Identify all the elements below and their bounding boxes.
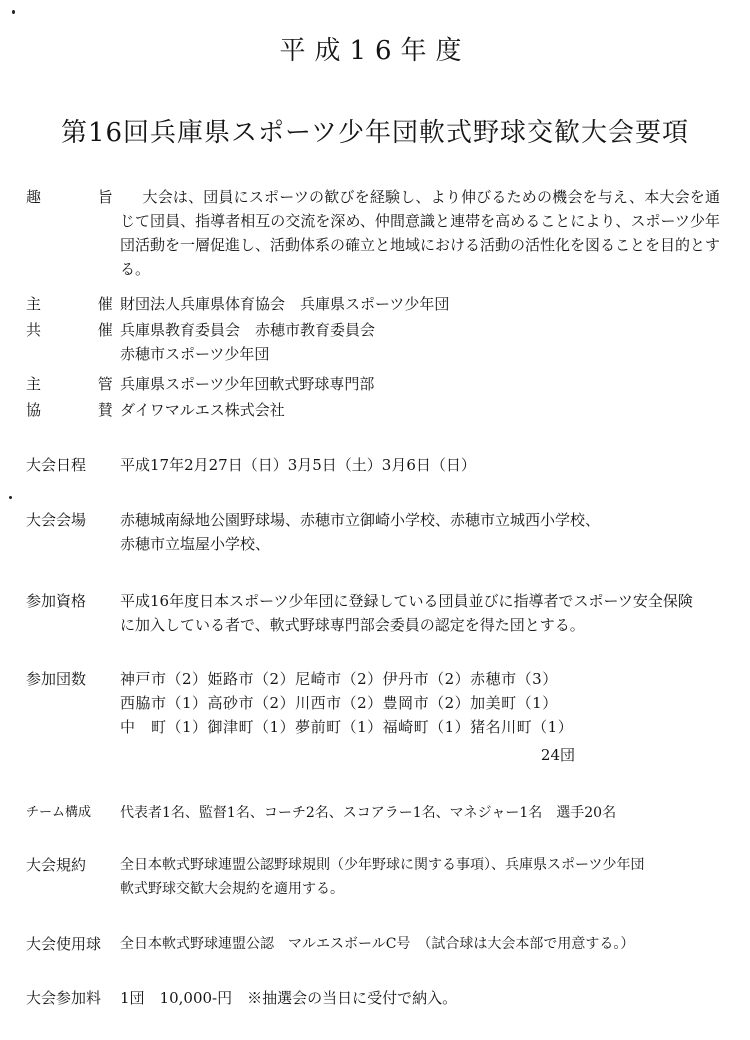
organizer-label: 主 催 [26,295,139,313]
organizer-text: 財団法人兵庫県体育協会 兵庫県スポーツ少年団 [120,295,450,313]
purpose-label: 趣 旨 [26,188,139,206]
rules-label: 大会規約 [26,856,87,874]
venue-line: 赤穂市立塩屋小学校、 [120,535,271,553]
management-label: 主 管 [26,375,139,393]
eligibility-line: 平成16年度日本スポーツ少年団に登録している団員並びに指導者でスポーツ安全保険 [120,592,693,610]
rules-line: 全日本軟式野球連盟公認野球規則（少年野球に関する事項）、兵庫県スポーツ少年団 [120,857,645,873]
co-organizer-label: 共 催 [26,321,139,339]
ball-label: 大会使用球 [26,935,102,953]
sponsor-label: 協 賛 [26,401,139,419]
co-organizer-line: 兵庫県教育委員会 赤穂市教育委員会 [120,321,376,339]
teams-row: 西脇市（1）高砂市（2）川西市（2）豊岡市（2）加美町（1） [120,694,558,712]
schedule-label: 大会日程 [26,456,87,474]
teams-total: 24団 [540,746,575,764]
purpose-text: 大会は、団員にスポーツの歓びを経験し、より伸びるための機会を与え、本大会を通じて団員、指導者相互の交流を深め、仲間意識と連帯を高めることにより、スポーツ少年団活動を一層促進し、活動体系の確立と地域における活動の活性化を図ることを目的とする。 [120,188,721,278]
teams-list [120,667,725,767]
rules-text [120,853,725,901]
teams-label: 参加団数 [26,670,87,688]
ball-text: 全日本軟式野球連盟公認 マルエスボールC号 （試合球は大会本部で用意する。） [120,936,635,952]
rules-line: 軟式野球交歓大会規約を適用する。 [120,881,344,897]
sponsor-text: ダイワマルエス株式会社 [120,401,285,419]
venue-line: 赤穂城南緑地公園野球場、赤穂市立御崎小学校、赤穂市立城西小学校、 [120,511,601,529]
venue-label: 大会会場 [26,511,87,529]
scan-speck [9,496,12,499]
scan-speck [12,10,15,14]
eligibility-line: に加入している者で、軟式野球専門部会委員の認定を得た団とする。 [120,616,585,634]
management-text: 兵庫県スポーツ少年団軟式野球専門部 [120,375,375,393]
teams-row: 中 町（1）御津町（1）夢前町（1）福崎町（1）猪名川町（1） [120,718,574,736]
fee-text: 1団 10,000-円 ※抽選会の当日に受付で納入。 [120,989,458,1007]
venue-text [120,508,725,556]
team-composition-label: チーム構成 [26,805,92,820]
team-composition-text: 代表者1名、監督1名、コーチ2名、スコアラー1名、マネジャー1名 選手20名 [120,805,617,821]
co-organizer-text [120,318,725,366]
teams-row: 神戸市（2）姫路市（2）尼崎市（2）伊丹市（2）赤穂市（3） [120,670,558,688]
schedule-text: 平成17年2月27日（日）3月5日（土）3月6日（日） [120,456,476,474]
co-organizer-line: 赤穂市スポーツ少年団 [120,345,270,363]
year-title: 平成16年度 [279,36,471,66]
fee-label: 大会参加料 [26,989,102,1007]
eligibility-label: 参加資格 [26,592,87,610]
document-title: 第16回兵庫県スポーツ少年団軟式野球交歓大会要項 [60,118,690,148]
eligibility-text [120,589,725,637]
